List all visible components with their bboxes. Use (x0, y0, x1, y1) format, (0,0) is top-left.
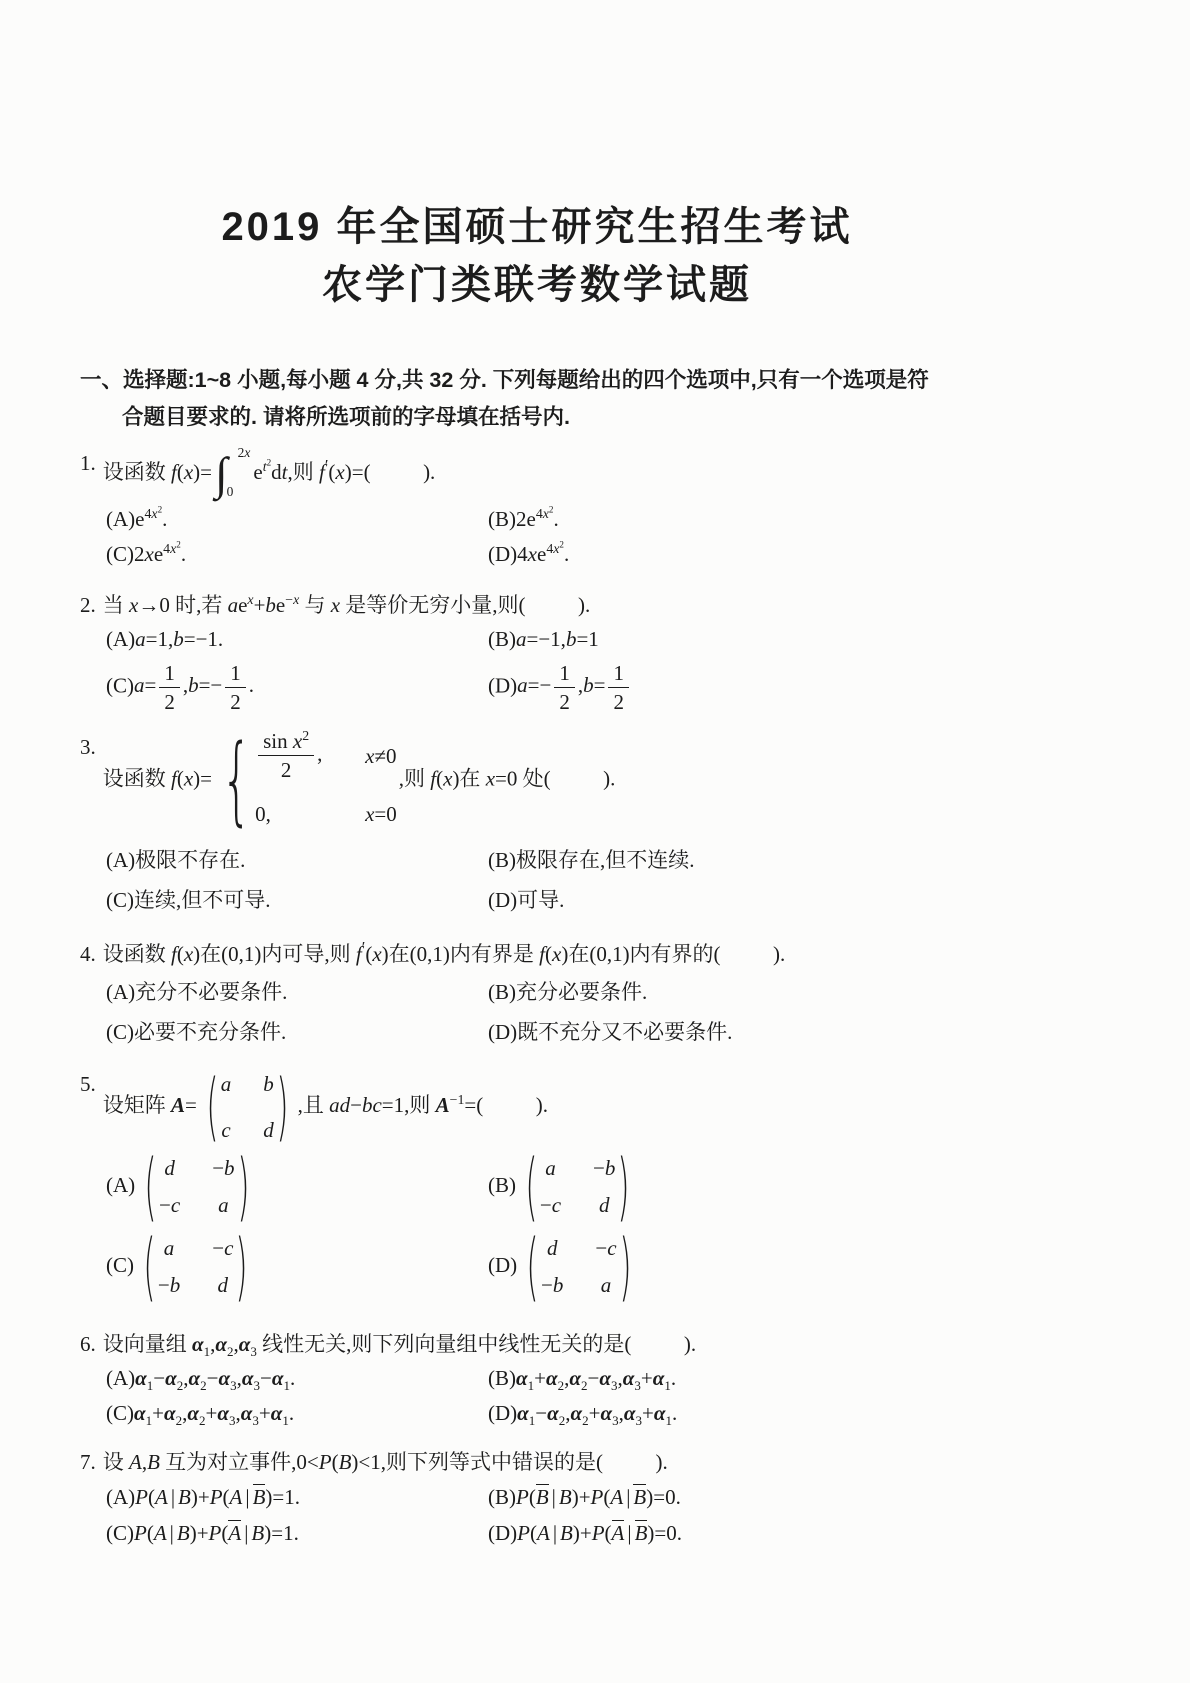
option-label: (B) (488, 1173, 516, 1197)
option-label: (D) (488, 1521, 518, 1546)
option-label: (C) (106, 673, 134, 698)
option-label: (B) (488, 627, 516, 651)
question-stem: 设向量组 $\alpha_1,\alpha_2,\alpha_3$ 线性无关,则下列向量组中线性无关的是( ). (102, 1332, 697, 1360)
option-content: P(A | B)+P(A | B)=1. (134, 1521, 299, 1546)
option-content: ( d −b −c a ) (144, 1144, 250, 1231)
option-label: (D) (488, 888, 518, 913)
options (80, 971, 1110, 1051)
question-number: 1. (80, 451, 96, 475)
option-content: $\alpha_1+\alpha_2,\alpha_2-\alpha_3,\alpha_3+\alpha_1$. (516, 1366, 677, 1394)
question-stem: 设矩阵 A= ( a b c d ) ,且 ad−bc=1,则 $A^{-1}=$( ). (102, 1064, 548, 1151)
option-label: (A) (106, 627, 136, 651)
option-label: (D) (488, 673, 518, 698)
option-a (106, 1479, 488, 1515)
option-label: (D) (488, 1020, 518, 1045)
option-b (488, 839, 1110, 879)
option-content: ( d −c −b a ) (526, 1224, 632, 1311)
option-content: a=− $\frac{1}{2}$ ,b= $\frac{1}{2}$ (517, 673, 632, 697)
question-head (80, 937, 1110, 971)
exam-title-line2: 农学门类联考数学试题 (322, 263, 752, 307)
option-content: 充分必要条件. (516, 980, 648, 1005)
question-3 (80, 724, 1110, 919)
option-c (106, 1224, 488, 1311)
option-content: $e^{4x^2}$. (135, 504, 168, 531)
option-b (488, 622, 1110, 657)
question-head (80, 724, 1110, 837)
option-label: (B) (488, 1366, 516, 1391)
options (80, 622, 1110, 718)
option-a (106, 622, 488, 657)
options (80, 839, 1110, 919)
question-stem: 设函数 f(x)= ∫ 2x 0 $e^{t^2}dt$,则 f′(x)=( ). (102, 445, 436, 499)
option-d (488, 1396, 1110, 1431)
section-heading-line1: 一、选择题:1~8 小题,每小题 4 分,共 32 分. 下列每题给出的四个选项中,只有一个选项是符 (80, 368, 929, 392)
option-label: (A) (106, 980, 136, 1005)
option-label: (A) (106, 1485, 136, 1510)
option-label: (B) (488, 848, 516, 873)
option-a (106, 971, 488, 1011)
section-heading (80, 362, 1110, 436)
option-label: (D) (488, 1253, 518, 1277)
option-content: a= $\frac{1}{2}$ ,b=− $\frac{1}{2}$ . (134, 661, 255, 715)
option-content: a=−1,b=1 (516, 627, 599, 651)
option-label: (B) (488, 507, 516, 531)
option-content: 既不充分又不必要条件. (517, 1020, 733, 1045)
option-content: 必要不充分条件. (134, 1020, 287, 1045)
exam-title (22, 0, 1052, 314)
option-c (106, 537, 488, 572)
option-content: $4xe^{4x^2}$. (517, 539, 570, 566)
option-label: (A) (106, 848, 136, 873)
option-label: (C) (106, 1020, 134, 1045)
option-label: (C) (106, 1253, 134, 1277)
question-head (80, 588, 1110, 622)
question-number: 7. (80, 1450, 96, 1475)
question-stem: 设 A,B 互为对立事件,0<P(B)<1,则下列等式中错误的是( ). (102, 1450, 668, 1475)
options (80, 1144, 1110, 1311)
question-number: 5. (80, 1072, 96, 1097)
option-label: (C) (106, 542, 134, 566)
option-content: $\alpha_1-\alpha_2,\alpha_2+\alpha_3,\alpha_3+\alpha_1$. (517, 1401, 678, 1429)
option-content: 可导. (517, 888, 565, 913)
option-d (488, 657, 1110, 718)
option-content: 极限存在,但不连续. (516, 848, 695, 873)
question-head (80, 446, 1110, 502)
question-number: 3. (80, 735, 96, 760)
question-1 (80, 446, 1110, 572)
option-b (488, 1479, 1110, 1515)
option-label: (C) (106, 888, 134, 913)
option-b (488, 971, 1110, 1011)
exam-title-line1: 2019 年全国硕士研究生招生考试 (221, 205, 853, 249)
options (80, 1479, 1110, 1551)
option-content: P(A | B)+P(A | B)=0. (517, 1521, 682, 1546)
question-head (80, 1327, 1110, 1361)
section-heading-line2: 合题目要求的. 请将所选项前的字母填在括号内. (122, 405, 570, 429)
option-label: (B) (488, 980, 516, 1005)
option-content: 极限不存在. (135, 848, 246, 873)
options (80, 1361, 1110, 1431)
option-content: 连续,但不可导. (134, 888, 271, 913)
option-content: ( a −c −b d ) (143, 1224, 248, 1311)
question-head (80, 1445, 1110, 1479)
option-c (106, 1515, 488, 1551)
option-c (106, 657, 488, 718)
option-content: a=1,b=−1. (135, 627, 224, 651)
option-label: (D) (488, 542, 518, 566)
option-label: (A) (106, 1173, 136, 1197)
option-label: (A) (106, 507, 136, 531)
question-stem: 设函数 f(x)= { $\frac{\sin x^2}{2}$ , x≠0 0, x=0 ,则 f(x)在 x=0 处( ). (102, 724, 616, 837)
option-c (106, 879, 488, 919)
option-content: P(A | B)+P(A | B)=1. (135, 1485, 300, 1510)
option-label: (C) (106, 1521, 134, 1546)
option-d (488, 537, 1110, 572)
option-a (106, 1361, 488, 1396)
option-content: 充分不必要条件. (135, 980, 288, 1005)
question-6 (80, 1327, 1110, 1431)
option-content: $2e^{4x^2}$. (516, 504, 559, 531)
option-d (488, 1224, 1110, 1311)
option-c (106, 1011, 488, 1051)
question-5 (80, 1064, 1110, 1311)
option-content: ( a −b −c d ) (525, 1144, 630, 1231)
option-content: $2xe^{4x^2}$. (134, 539, 187, 566)
option-b (488, 1361, 1110, 1396)
question-number: 6. (80, 1332, 96, 1357)
option-label: (D) (488, 1401, 518, 1426)
question-number: 2. (80, 593, 96, 617)
question-head (80, 1064, 1110, 1151)
option-a (106, 1144, 488, 1231)
options (80, 502, 1110, 572)
question-4 (80, 937, 1110, 1051)
option-c (106, 1396, 488, 1431)
option-label: (C) (106, 1401, 134, 1426)
option-d (488, 1011, 1110, 1051)
option-b (488, 1144, 1110, 1231)
option-content: $\alpha_1+\alpha_2,\alpha_2+\alpha_3,\alpha_3+\alpha_1$. (134, 1401, 295, 1429)
option-label: (B) (488, 1485, 516, 1510)
option-a (106, 839, 488, 879)
option-b (488, 502, 1110, 537)
question-number: 4. (80, 942, 96, 967)
question-2 (80, 588, 1110, 718)
question-stem: 当 x→0 时,若 $ae^x+be^{-x}$ 与 x 是等价无穷小量,则( ). (102, 592, 591, 617)
questions (80, 446, 1110, 1551)
option-d (488, 879, 1110, 919)
option-d (488, 1515, 1110, 1551)
question-stem: 设函数 f(x)在(0,1)内可导,则 f′(x)在(0,1)内有界是 f(x)在(0,1)内有界的( ). (102, 938, 786, 967)
question-7 (80, 1445, 1110, 1551)
option-content: P(B | B)+P(A | B)=0. (516, 1485, 681, 1510)
option-label: (A) (106, 1366, 136, 1391)
option-a (106, 502, 488, 537)
option-content: $\alpha_1-\alpha_2,\alpha_2-\alpha_3,\alpha_3-\alpha_1$. (135, 1366, 296, 1394)
